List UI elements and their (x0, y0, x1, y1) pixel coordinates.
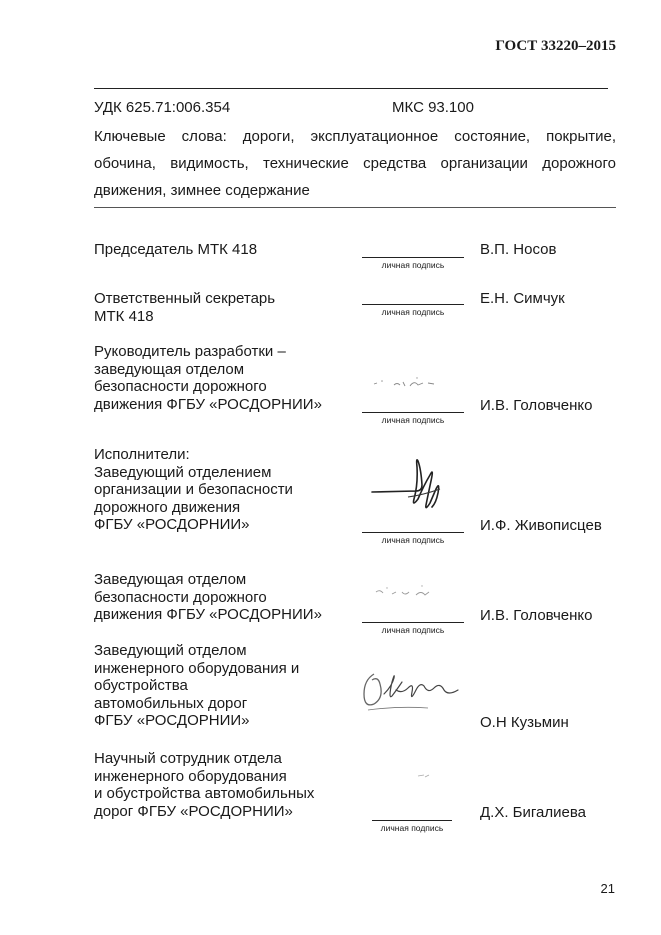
signature-line (372, 820, 452, 821)
signatory-role-head-of-development (94, 343, 322, 413)
role-line: Исполнители: (94, 446, 190, 463)
signatory-name: О.Н Кузьмин (480, 714, 569, 731)
standard-designation: ГОСТ 33220–2015 (495, 38, 616, 54)
role-line: заведующая отделом (94, 360, 245, 378)
role-line: инженерного оборудования и (94, 659, 300, 677)
role-line: организации и безопасности (94, 481, 293, 498)
signatory-role-executors (94, 446, 293, 534)
handwritten-signature (415, 770, 435, 782)
signatory-name: И.Ф. Живописцев (480, 517, 602, 534)
signature-line (362, 257, 464, 258)
role-line: движения ФГБУ «РОСДОРНИИ» (94, 395, 322, 413)
signatory-role-chair (94, 241, 257, 259)
role-line: обустройства (94, 677, 188, 694)
signature-line (362, 304, 464, 305)
signatory-name: И.В. Головченко (480, 607, 593, 624)
udk-code: УДК 625.71:006.354 (94, 99, 231, 116)
role-line: Заведующая отделом (94, 571, 247, 588)
role-line: МТК 418 (94, 307, 154, 325)
role-line: дорожного движения (94, 498, 241, 516)
signature-line (362, 532, 464, 533)
signature-caption: личная подпись (381, 307, 445, 317)
signature-caption: личная подпись (381, 415, 445, 425)
role-line: Заведующий отделением (94, 463, 272, 481)
role-line: автомобильных дорог (94, 694, 248, 712)
signatory-role-engineering-equipment (94, 642, 299, 730)
signature-line (362, 622, 464, 623)
keywords-paragraph: Ключевые слова: дороги, эксплуатационное состояние, покрытие, обочина, видимость, технические средства организации дорожного движения, зимнее содержание (94, 128, 616, 199)
handwritten-signature (368, 455, 463, 525)
role-line: Руководитель разработки – (94, 343, 286, 360)
signatory-role-road-safety (94, 571, 322, 624)
signatory-role-secretary (94, 290, 275, 325)
mks-code: МКС 93.100 (392, 99, 474, 116)
section-rule (94, 207, 616, 208)
signatory-name: В.П. Носов (480, 241, 557, 258)
signatory-name: Д.Х. Бигалиева (480, 804, 586, 821)
role-line: Председатель МТК 418 (94, 241, 258, 258)
signatory-name: И.В. Головченко (480, 397, 593, 414)
role-line: движения ФГБУ «РОСДОРНИИ» (94, 606, 322, 623)
signature-line (362, 412, 464, 413)
signature-caption: личная подпись (381, 260, 445, 270)
top-rule (94, 88, 608, 89)
handwritten-signature (358, 660, 468, 725)
handwritten-signature (370, 370, 465, 395)
signature-caption: личная подпись (381, 625, 445, 635)
signature-caption: личная подпись (380, 823, 444, 833)
role-line: безопасности дорожного (94, 588, 267, 606)
signatory-role-researcher (94, 750, 314, 820)
signatory-name: Е.Н. Симчук (480, 290, 565, 307)
role-line: дорог ФГБУ «РОСДОРНИИ» (94, 802, 293, 820)
role-line: Заведующий отделом (94, 642, 247, 659)
page-number: 21 (600, 881, 615, 896)
role-line: Научный сотрудник отдела (94, 750, 282, 767)
role-line: безопасности дорожного (94, 378, 267, 395)
role-line: Ответственный секретарь (94, 290, 276, 307)
role-line: ФГБУ «РОСДОРНИИ» (94, 712, 250, 729)
role-line: и обустройства автомобильных (94, 785, 315, 802)
signature-caption: личная подпись (381, 535, 445, 545)
role-line: инженерного оборудования (94, 767, 287, 785)
role-line: ФГБУ «РОСДОРНИИ» (94, 516, 250, 533)
handwritten-signature (370, 580, 465, 605)
